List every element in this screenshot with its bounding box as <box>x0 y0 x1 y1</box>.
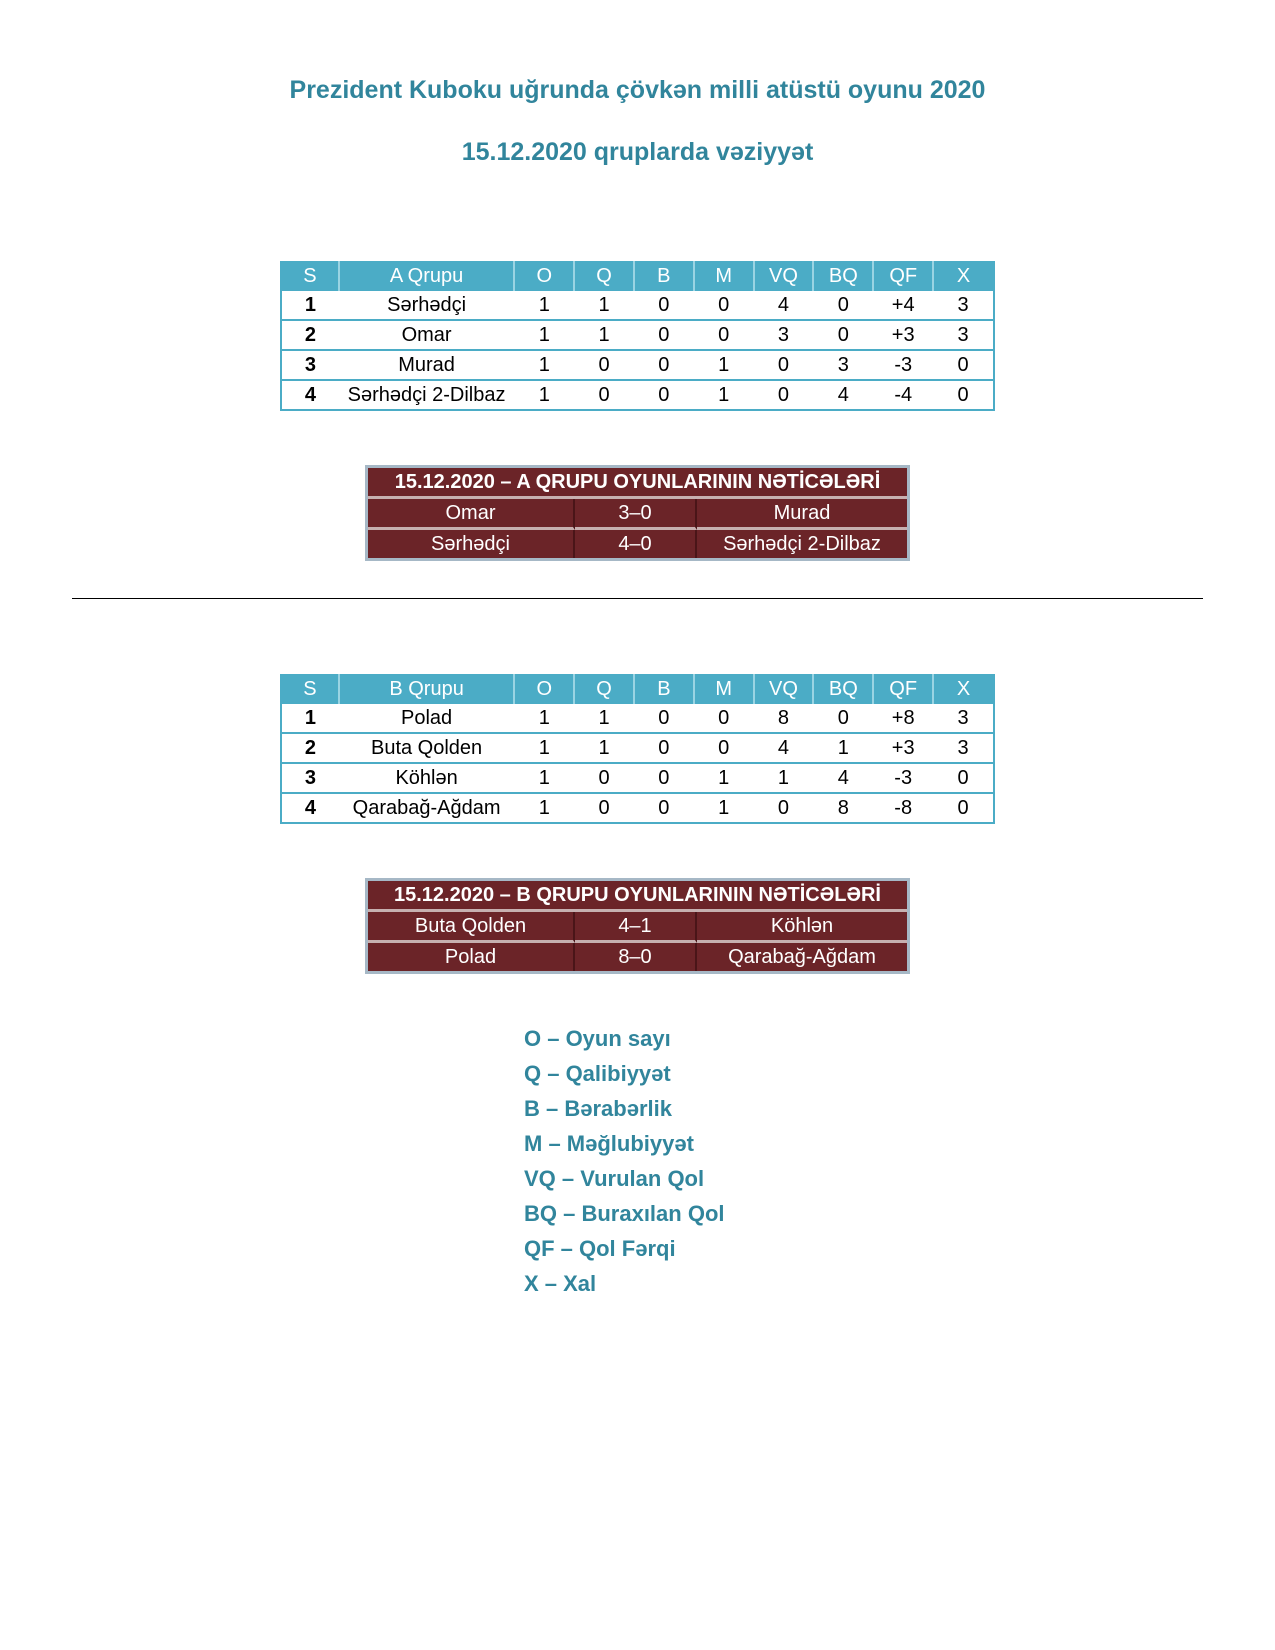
cell-vq: 3 <box>754 320 814 350</box>
cell-vq: 4 <box>754 733 814 763</box>
legend-item: X – Xal <box>524 1271 597 1296</box>
column-header-b: B <box>634 262 694 290</box>
cell-pos: 3 <box>281 350 339 380</box>
cell-o: 1 <box>514 380 574 410</box>
group-a-results-table <box>365 465 910 561</box>
cell-b: 0 <box>634 380 694 410</box>
result-home: Buta Qolden <box>368 912 575 943</box>
result-row <box>368 943 907 971</box>
result-row <box>368 530 907 558</box>
cell-bq: 0 <box>813 703 873 733</box>
cell-qf: -8 <box>873 793 933 823</box>
cell-bq: 0 <box>813 290 873 320</box>
column-header-s: S <box>281 262 339 290</box>
table-header-row <box>281 675 994 703</box>
column-header-m: M <box>694 675 754 703</box>
result-away: Qarabağ-Ağdam <box>728 945 876 968</box>
column-header-vq: VQ <box>754 675 814 703</box>
section-divider <box>72 598 1203 599</box>
cell-pos: 2 <box>281 733 339 763</box>
cell-bq: 8 <box>813 793 873 823</box>
cell-b: 0 <box>634 793 694 823</box>
column-header-m: M <box>694 262 754 290</box>
result-away: Köhlən <box>697 912 907 943</box>
cell-m: 1 <box>694 763 754 793</box>
cell-vq: 0 <box>754 380 814 410</box>
result-home: Polad <box>368 943 575 971</box>
legend-item: M – Məğlubiyyət <box>524 1131 694 1156</box>
column-header-o: O <box>514 262 574 290</box>
cell-b: 0 <box>634 733 694 763</box>
cell-qf: +3 <box>873 320 933 350</box>
group-a-standings-table <box>280 261 995 411</box>
result-score: 4–1 <box>575 912 697 943</box>
result-home: Sərhədçi <box>368 530 575 558</box>
legend-item: QF – Qol Fərqi <box>524 1236 676 1261</box>
cell-x: 0 <box>933 763 994 793</box>
cell-pos: 1 <box>281 290 339 320</box>
cell-b: 0 <box>634 320 694 350</box>
cell-x: 3 <box>933 733 994 763</box>
cell-team: Sərhədçi <box>339 290 515 320</box>
cell-x: 3 <box>933 703 994 733</box>
cell-o: 1 <box>514 290 574 320</box>
result-away: Sərhədçi 2-Dilbaz <box>723 532 881 555</box>
cell-x: 3 <box>933 290 994 320</box>
cell-bq: 1 <box>813 733 873 763</box>
page-title: Prezident Kuboku uğrunda çövkən milli atüstü oyunu 2020 <box>289 76 986 104</box>
column-header-bq: BQ <box>813 675 873 703</box>
cell-pos: 4 <box>281 793 339 823</box>
table-row <box>281 380 994 410</box>
column-header-group: B Qrupu <box>339 675 515 703</box>
cell-b: 0 <box>634 763 694 793</box>
cell-q: 1 <box>574 733 634 763</box>
legend-item: O – Oyun sayı <box>524 1026 671 1051</box>
cell-o: 1 <box>514 703 574 733</box>
cell-x: 3 <box>933 320 994 350</box>
cell-qf: +3 <box>873 733 933 763</box>
cell-team: Köhlən <box>339 763 515 793</box>
cell-bq: 4 <box>813 763 873 793</box>
group-b-results-table <box>365 878 910 974</box>
legend-item: B – Bərabərlik <box>524 1096 672 1121</box>
cell-pos: 1 <box>281 703 339 733</box>
cell-o: 1 <box>514 763 574 793</box>
cell-o: 1 <box>514 350 574 380</box>
cell-vq: 4 <box>754 290 814 320</box>
column-header-group: A Qrupu <box>339 262 515 290</box>
cell-qf: -3 <box>873 763 933 793</box>
cell-team: Buta Qolden <box>339 733 515 763</box>
result-home: Omar <box>368 499 575 530</box>
table-row <box>281 703 994 733</box>
cell-b: 0 <box>634 703 694 733</box>
cell-q: 1 <box>574 290 634 320</box>
table-row <box>281 733 994 763</box>
legend-item: VQ – Vurulan Qol <box>524 1166 705 1191</box>
group-a-standings-body <box>281 290 994 410</box>
cell-team: Polad <box>339 703 515 733</box>
results-title: 15.12.2020 – B QRUPU OYUNLARININ NƏTİCƏLƏRİ <box>368 881 907 912</box>
column-header-x: X <box>933 262 994 290</box>
cell-qf: -4 <box>873 380 933 410</box>
cell-qf: +8 <box>873 703 933 733</box>
cell-q: 0 <box>574 350 634 380</box>
cell-o: 1 <box>514 733 574 763</box>
cell-m: 0 <box>694 733 754 763</box>
column-header-b: B <box>634 675 694 703</box>
cell-o: 1 <box>514 793 574 823</box>
cell-team: Omar <box>339 320 515 350</box>
cell-vq: 8 <box>754 703 814 733</box>
column-header-q: Q <box>574 675 634 703</box>
group-a-results-body <box>368 499 907 558</box>
column-header-q: Q <box>574 262 634 290</box>
legend-item: BQ – Buraxılan Qol <box>524 1201 725 1226</box>
result-row <box>368 912 907 943</box>
result-score: 8–0 <box>575 943 697 971</box>
table-row <box>281 290 994 320</box>
result-row <box>368 499 907 530</box>
column-header-s: S <box>281 675 339 703</box>
cell-m: 1 <box>694 350 754 380</box>
table-header-row <box>281 262 994 290</box>
cell-vq: 0 <box>754 793 814 823</box>
column-header-vq: VQ <box>754 262 814 290</box>
cell-vq: 0 <box>754 350 814 380</box>
table-row <box>281 350 994 380</box>
cell-pos: 3 <box>281 763 339 793</box>
cell-b: 0 <box>634 350 694 380</box>
column-header-qf: QF <box>873 675 933 703</box>
cell-q: 0 <box>574 380 634 410</box>
results-title: 15.12.2020 – A QRUPU OYUNLARININ NƏTİCƏLƏRİ <box>368 468 907 499</box>
cell-pos: 2 <box>281 320 339 350</box>
cell-q: 1 <box>574 703 634 733</box>
cell-q: 1 <box>574 320 634 350</box>
cell-m: 1 <box>694 793 754 823</box>
column-header-qf: QF <box>873 262 933 290</box>
group-b-standings-table <box>280 674 995 824</box>
cell-team: Murad <box>339 350 515 380</box>
legend-item: Q – Qalibiyyət <box>524 1061 671 1086</box>
cell-q: 0 <box>574 793 634 823</box>
cell-m: 0 <box>694 290 754 320</box>
cell-qf: -3 <box>873 350 933 380</box>
result-score: 3–0 <box>575 499 697 530</box>
group-b-results-body <box>368 912 907 971</box>
cell-bq: 0 <box>813 320 873 350</box>
column-header-x: X <box>933 675 994 703</box>
group-b-standings-body <box>281 703 994 823</box>
column-header-bq: BQ <box>813 262 873 290</box>
cell-bq: 3 <box>813 350 873 380</box>
cell-x: 0 <box>933 350 994 380</box>
cell-team: Sərhədçi 2-Dilbaz <box>339 380 515 410</box>
cell-qf: +4 <box>873 290 933 320</box>
cell-m: 0 <box>694 703 754 733</box>
result-away: Murad <box>697 499 907 530</box>
cell-x: 0 <box>933 380 994 410</box>
cell-x: 0 <box>933 793 994 823</box>
page-subtitle: 15.12.2020 qruplarda vəziyyət <box>461 138 814 166</box>
cell-m: 0 <box>694 320 754 350</box>
result-score: 4–0 <box>575 530 697 558</box>
abbreviation-legend <box>524 1024 725 1304</box>
cell-b: 0 <box>634 290 694 320</box>
table-row <box>281 763 994 793</box>
cell-bq: 4 <box>813 380 873 410</box>
cell-vq: 1 <box>754 763 814 793</box>
table-row <box>281 793 994 823</box>
column-header-o: O <box>514 675 574 703</box>
cell-o: 1 <box>514 320 574 350</box>
cell-q: 0 <box>574 763 634 793</box>
table-row <box>281 320 994 350</box>
cell-m: 1 <box>694 380 754 410</box>
cell-pos: 4 <box>281 380 339 410</box>
cell-team: Qarabağ-Ağdam <box>339 793 515 823</box>
